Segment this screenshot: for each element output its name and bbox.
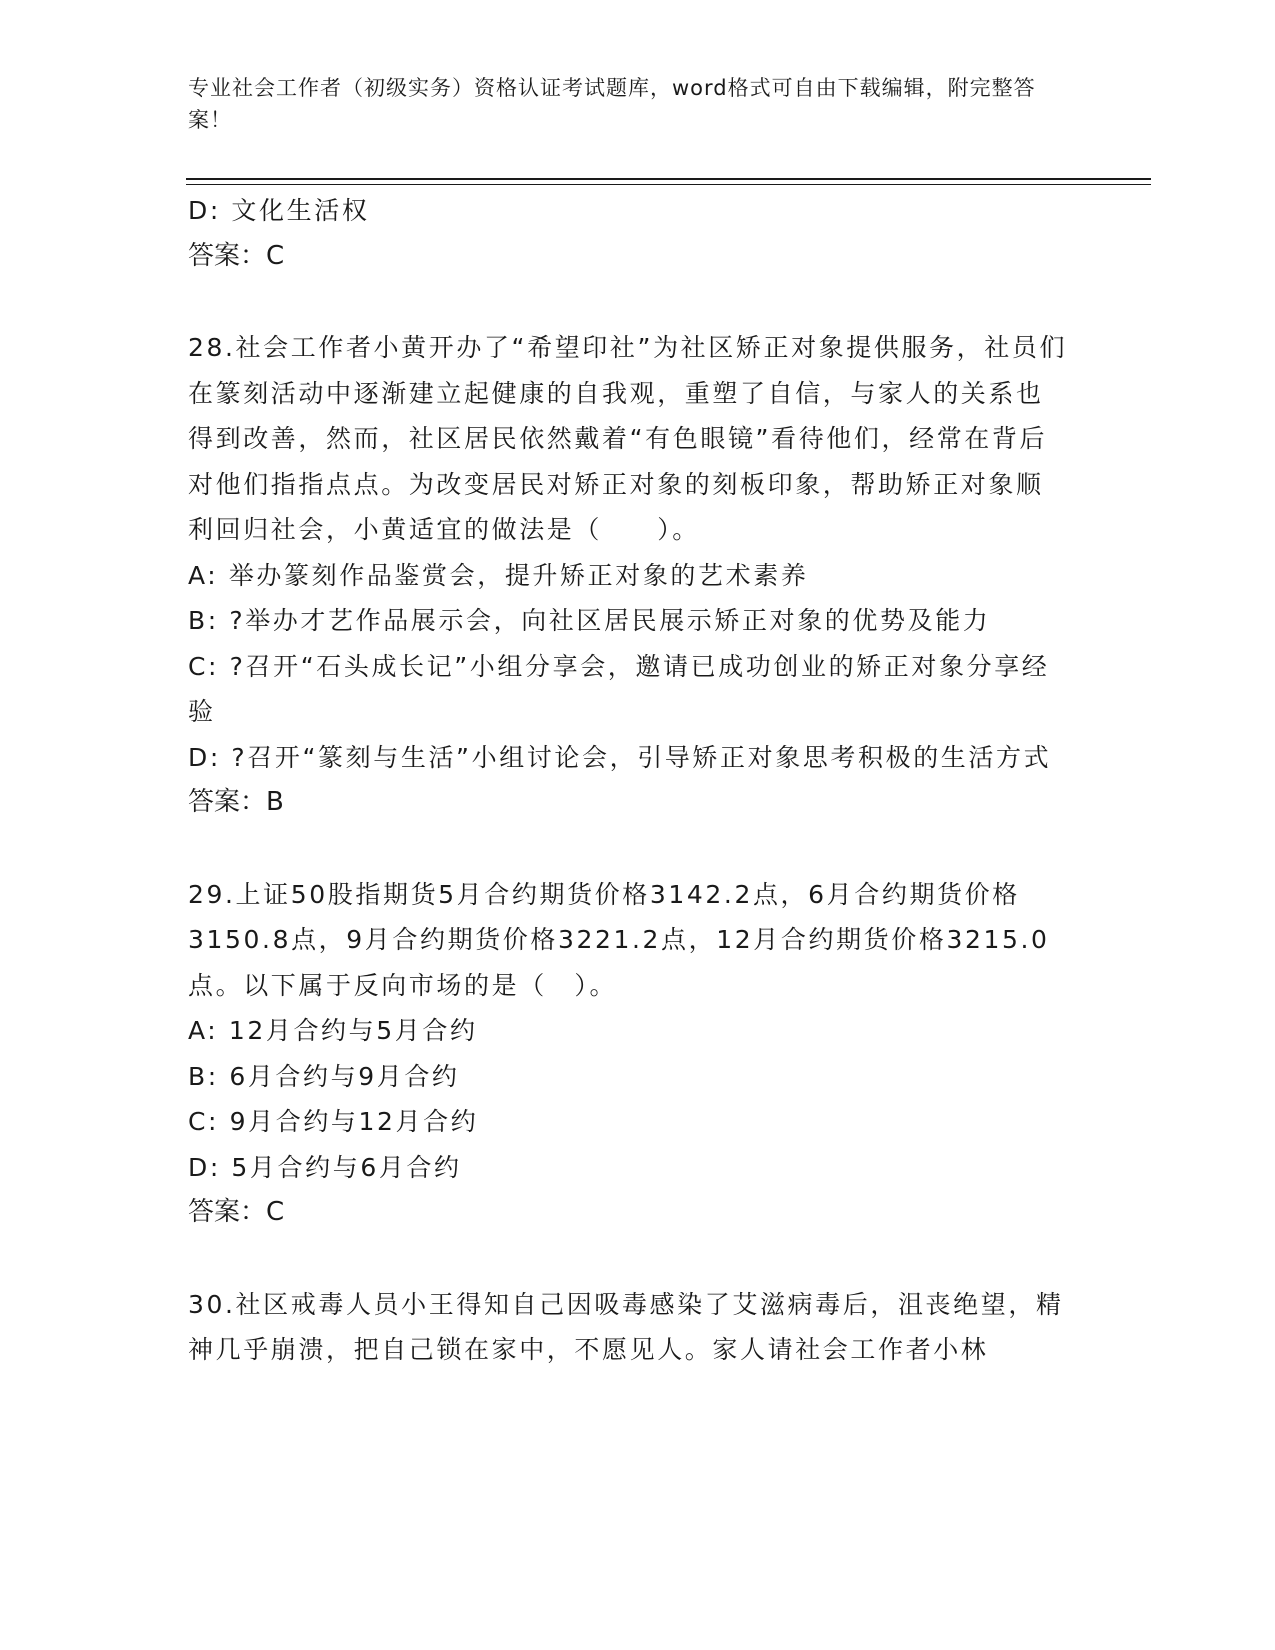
prev-option-d: D: 文化生活权 — [188, 196, 370, 225]
q29-stem: 29.上证50股指期货5月合约期货价格3142.2点，6月合约期货价格3150.8点，9月合约期货价格3221.2点，12月合约期货价格3215.0点。以下属于反向市场的是（ ）。 — [188, 879, 1050, 1000]
q29-option-c: C: 9月合约与12月合约 — [188, 1107, 479, 1136]
prev-answer: 答案：C — [188, 240, 285, 271]
spacer — [188, 279, 1068, 325]
q29-option-a: A: 12月合约与5月合约 — [188, 1016, 478, 1045]
spacer — [188, 1236, 1068, 1282]
q28-option-a: A: 举办篆刻作品鉴赏会，提升矫正对象的艺术素养 — [188, 560, 809, 590]
q28-option-b: B: ?举办才艺作品展示会，向社区居民展示矫正对象的优势及能力 — [188, 606, 991, 635]
page-header: 专业社会工作者（初级实务）资格认证考试题库，word格式可自由下载编辑，附完整答案！ — [188, 76, 1036, 132]
header-rule-thick — [186, 178, 1151, 180]
q29-answer: 答案：C — [188, 1197, 285, 1227]
spacer — [188, 826, 1068, 872]
q30-stem: 30.社区戒毒人员小王得知自己因吸毒感染了艾滋病毒后，沮丧绝望，精神几乎崩溃，把自己锁在家中，不愿见人。家人请社会工作者小林 — [188, 1289, 1064, 1364]
q29-option-b: B: 6月合约与9月合约 — [188, 1061, 460, 1091]
q29-option-d: D: 5月合约与6月合约 — [188, 1152, 462, 1182]
q28-option-d: D: ?召开“篆刻与生活”小组讨论会，引导矫正对象思考积极的生活方式 — [188, 742, 1052, 772]
q28-option-c: C: ?召开“石头成长记”小组分享会，邀请已成功创业的矫正对象分享经验 — [188, 651, 1050, 726]
q28-answer: 答案：B — [188, 787, 284, 817]
document-body — [188, 188, 1068, 1373]
q28-stem: 28.社会工作者小黄开办了“希望印社”为社区矫正对象提供服务，社员们在篆刻活动中逐渐建立起健康的自我观，重塑了自信，与家人的关系也得到改善，然而，社区居民依然戴着“有色眼镜”看待他们，经常在背后对他们指指点点。为改变居民对矫正对象的刻板印象，帮助矫正对象顺利回归社会，小黄适宜的做法是（ ）。 — [188, 333, 1068, 544]
header-rule-thin — [186, 184, 1151, 185]
